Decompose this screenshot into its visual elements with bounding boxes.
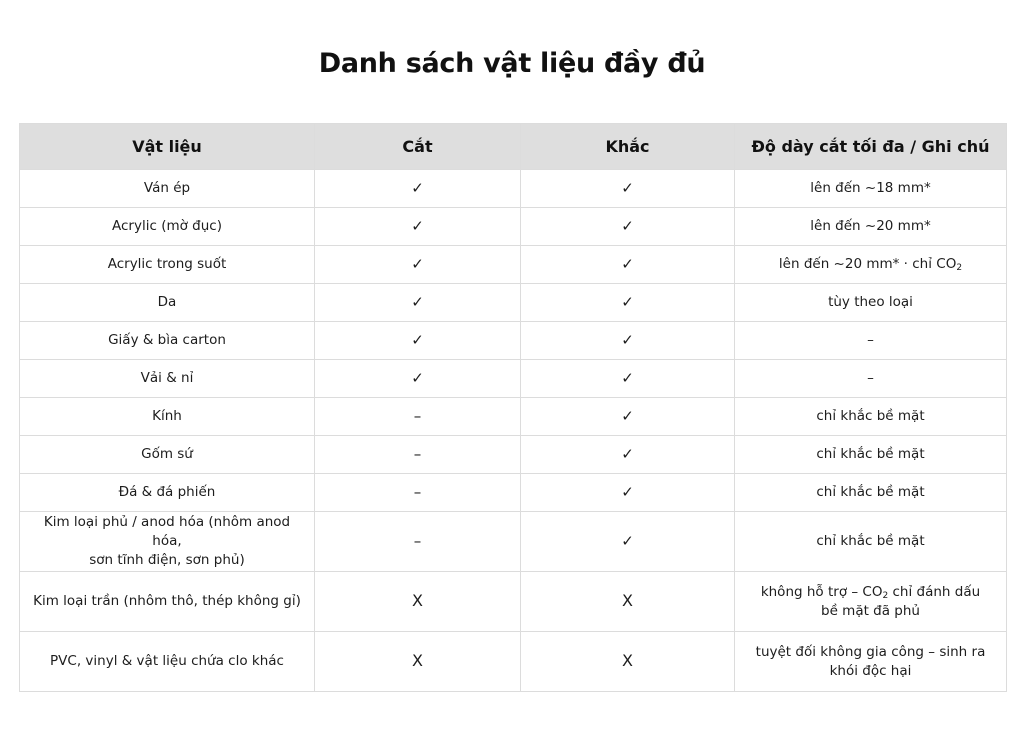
- note-cell: lên đến ~18 mm*: [735, 170, 1007, 208]
- material-cell: PVC, vinyl & vật liệu chứa clo khác: [20, 632, 315, 692]
- engrave-cell: [521, 170, 735, 208]
- material-cell: Kim loại trần (nhôm thô, thép không gỉ): [20, 572, 315, 632]
- material-line: sơn tĩnh điện, sơn phủ): [89, 552, 245, 568]
- note-text: không hỗ trợ – CO: [760, 583, 883, 600]
- cut-cell: [315, 284, 521, 322]
- cut-cell: [315, 246, 521, 284]
- engrave-cell: [521, 436, 735, 474]
- note-cell: chỉ khắc bề mặt: [735, 398, 1007, 436]
- engrave-cell: [521, 572, 735, 632]
- note-cell: –: [735, 360, 1007, 398]
- materials-table: [19, 123, 1007, 692]
- check-icon: ✓: [621, 482, 634, 501]
- table-row: [20, 512, 1007, 572]
- x-icon: X: [412, 651, 423, 670]
- table-row: [20, 572, 1007, 632]
- header-cut: Cắt: [315, 124, 521, 170]
- cut-cell: [315, 512, 521, 572]
- note-cell: tùy theo loại: [735, 284, 1007, 322]
- engrave-cell: [521, 398, 735, 436]
- engrave-cell: [521, 246, 735, 284]
- engrave-cell: [521, 512, 735, 572]
- cut-cell: [315, 474, 521, 512]
- note-cell: [735, 572, 1007, 632]
- x-icon: X: [622, 591, 633, 610]
- dash-icon: –: [413, 406, 422, 425]
- engrave-cell: [521, 322, 735, 360]
- table-row: [20, 170, 1007, 208]
- check-icon: ✓: [411, 368, 424, 387]
- note-text: lên đến ~20 mm* · chỉ CO: [778, 256, 957, 272]
- material-cell: [20, 512, 315, 572]
- material-cell: Gốm sứ: [20, 436, 315, 474]
- check-icon: ✓: [621, 216, 634, 235]
- cut-cell: [315, 208, 521, 246]
- check-icon: ✓: [411, 330, 424, 349]
- check-icon: ✓: [621, 444, 634, 463]
- dash-icon: –: [413, 444, 422, 463]
- x-icon: X: [622, 651, 633, 670]
- note-cell: chỉ khắc bề mặt: [735, 436, 1007, 474]
- material-cell: Giấy & bìa carton: [20, 322, 315, 360]
- material-cell: Acrylic (mờ đục): [20, 208, 315, 246]
- note-text: chỉ đánh dấu: [888, 583, 981, 600]
- note-cell: chỉ khắc bề mặt: [735, 512, 1007, 572]
- note-subscript: 2: [956, 263, 963, 273]
- note-cell: [735, 246, 1007, 284]
- note-cell: [735, 632, 1007, 692]
- cut-cell: [315, 398, 521, 436]
- cut-cell: [315, 322, 521, 360]
- note-text: tuyệt đối không gia công – sinh ra: [755, 643, 986, 660]
- check-icon: ✓: [411, 254, 424, 273]
- engrave-cell: [521, 632, 735, 692]
- engrave-cell: [521, 360, 735, 398]
- header-material: Vật liệu: [20, 124, 315, 170]
- check-icon: ✓: [411, 292, 424, 311]
- check-icon: ✓: [621, 531, 634, 550]
- dash-icon: –: [413, 482, 422, 501]
- dash-icon: –: [413, 531, 422, 550]
- material-cell: Acrylic trong suốt: [20, 246, 315, 284]
- cut-cell: [315, 572, 521, 632]
- header-engrave: Khắc: [521, 124, 735, 170]
- check-icon: ✓: [621, 406, 634, 425]
- cut-cell: [315, 360, 521, 398]
- engrave-cell: [521, 474, 735, 512]
- check-icon: ✓: [621, 330, 634, 349]
- header-notes: Độ dày cắt tối đa / Ghi chú: [735, 124, 1007, 170]
- material-cell: Vải & nỉ: [20, 360, 315, 398]
- table-row: [20, 436, 1007, 474]
- note-cell: –: [735, 322, 1007, 360]
- table-row: [20, 246, 1007, 284]
- engrave-cell: [521, 284, 735, 322]
- cut-cell: [315, 170, 521, 208]
- table-row: [20, 398, 1007, 436]
- x-icon: X: [412, 591, 423, 610]
- check-icon: ✓: [621, 178, 634, 197]
- note-cell: lên đến ~20 mm*: [735, 208, 1007, 246]
- table-row: [20, 474, 1007, 512]
- cut-cell: [315, 436, 521, 474]
- check-icon: ✓: [621, 254, 634, 273]
- engrave-cell: [521, 208, 735, 246]
- table-row: [20, 208, 1007, 246]
- page-title: Danh sách vật liệu đầy đủ: [318, 48, 706, 79]
- table-header-row: [20, 124, 1007, 170]
- table-row: [20, 284, 1007, 322]
- note-text: khói độc hại: [829, 662, 912, 679]
- note-text: bề mặt đã phủ: [821, 602, 920, 619]
- table-row: [20, 322, 1007, 360]
- check-icon: ✓: [621, 368, 634, 387]
- table-row: [20, 360, 1007, 398]
- note-subscript: 2: [882, 590, 889, 601]
- check-icon: ✓: [411, 178, 424, 197]
- material-cell: Da: [20, 284, 315, 322]
- note-cell: chỉ khắc bề mặt: [735, 474, 1007, 512]
- table-row: [20, 632, 1007, 692]
- material-line: Kim loại phủ / anod hóa (nhôm anod hóa,: [43, 514, 291, 549]
- cut-cell: [315, 632, 521, 692]
- material-cell: Kính: [20, 398, 315, 436]
- check-icon: ✓: [411, 216, 424, 235]
- material-cell: Ván ép: [20, 170, 315, 208]
- material-cell: Đá & đá phiến: [20, 474, 315, 512]
- check-icon: ✓: [621, 292, 634, 311]
